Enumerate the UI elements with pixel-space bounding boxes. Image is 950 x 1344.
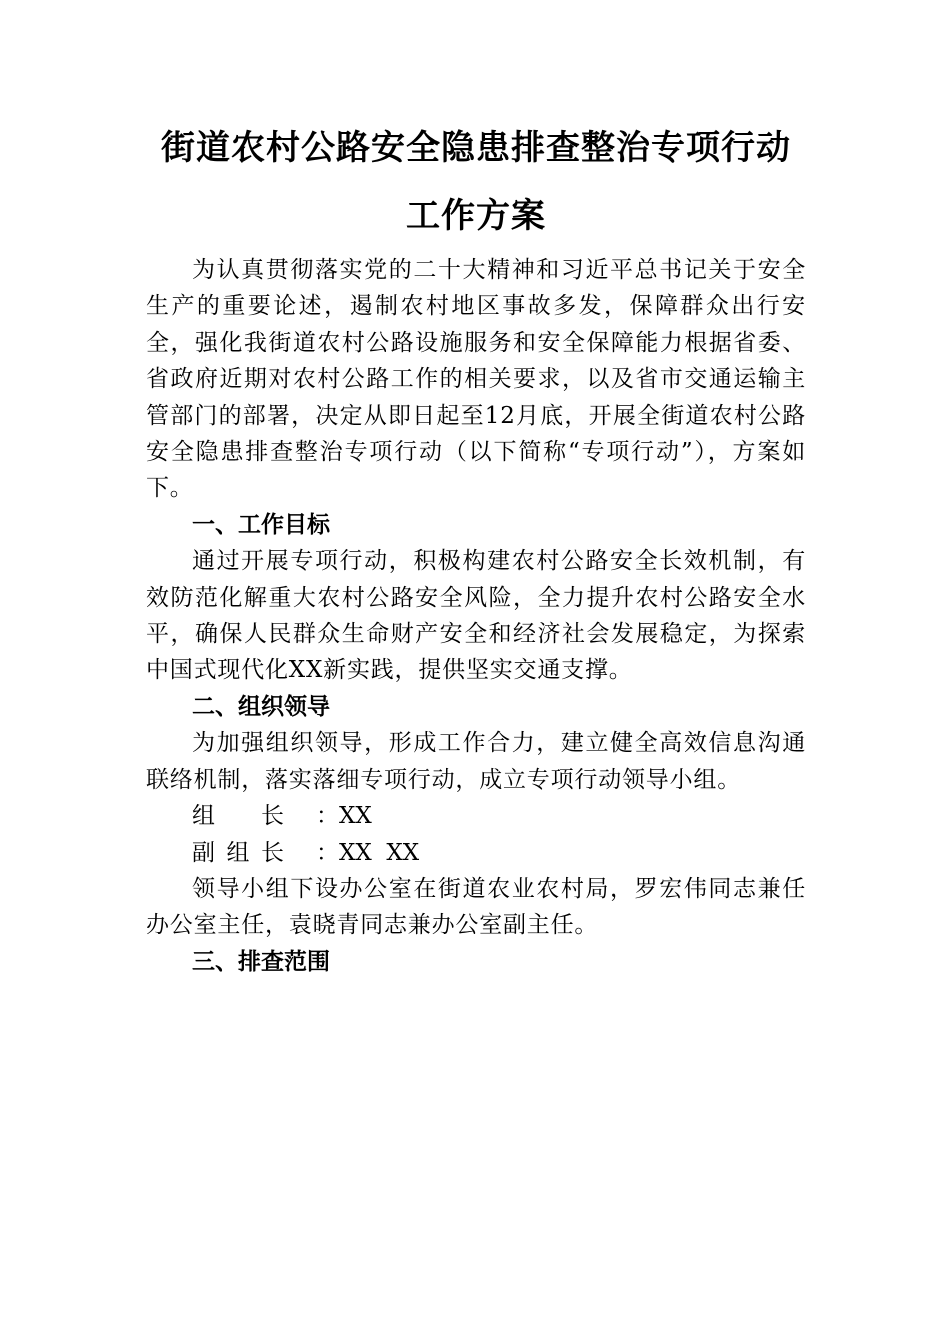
member-colon: ： xyxy=(316,803,339,830)
office-paragraph: 领导小组下设办公室在街道农业农村局，罗宏伟同志兼任办公室主任，袁晓青同志兼办公室副主任。 xyxy=(146,875,806,939)
section-paragraph-goals: 通过开展专项行动，积极构建农村公路安全长效机制，有效防范化解重大农村公路安全风险，全力提升农村公路安全水平，确保人民群众生命财产安全和经济社会发展稳定，为探索中国式现代化XX新实践，提供坚实交通支撑。 xyxy=(146,548,806,684)
member-leader xyxy=(146,798,806,834)
section-paragraph-organization: 为加强组织领导，形成工作合力，建立健全高效信息沟通联络机制，落实落细专项行动，成立专项行动领导小组。 xyxy=(146,730,806,793)
section-heading-organization: 二、组织领导 xyxy=(192,693,330,720)
document-page xyxy=(146,128,806,980)
document-title-line1: 街道农村公路安全隐患排查整治专项行动 xyxy=(161,128,791,168)
section-heading-scope: 三、排查范围 xyxy=(192,948,330,975)
member-colon: ： xyxy=(316,839,339,866)
member-deputy-leader xyxy=(146,835,806,871)
section-heading-goals: 一、工作目标 xyxy=(192,511,330,538)
member-name: XX xyxy=(339,803,372,830)
member-role: 组长 xyxy=(192,803,284,830)
document-body xyxy=(146,252,806,980)
member-name: XX XX xyxy=(339,839,420,866)
member-role: 副组长 xyxy=(192,839,284,866)
document-title-line2: 工作方案 xyxy=(406,196,546,236)
intro-paragraph: 为认真贯彻落实党的二十大精神和习近平总书记关于安全生产的重要论述，遏制农村地区事故多发，保障群众出行安全，强化我街道农村公路设施服务和安全保障能力根据省委、省政府近期对农村公路工作的相关要求，以及省市交通运输主管部门的部署，决定从即日起至12月底，开展全街道农村公路安全隐患排查整治专项行动（以下简称“专项行动”），方案如下。 xyxy=(146,257,806,502)
